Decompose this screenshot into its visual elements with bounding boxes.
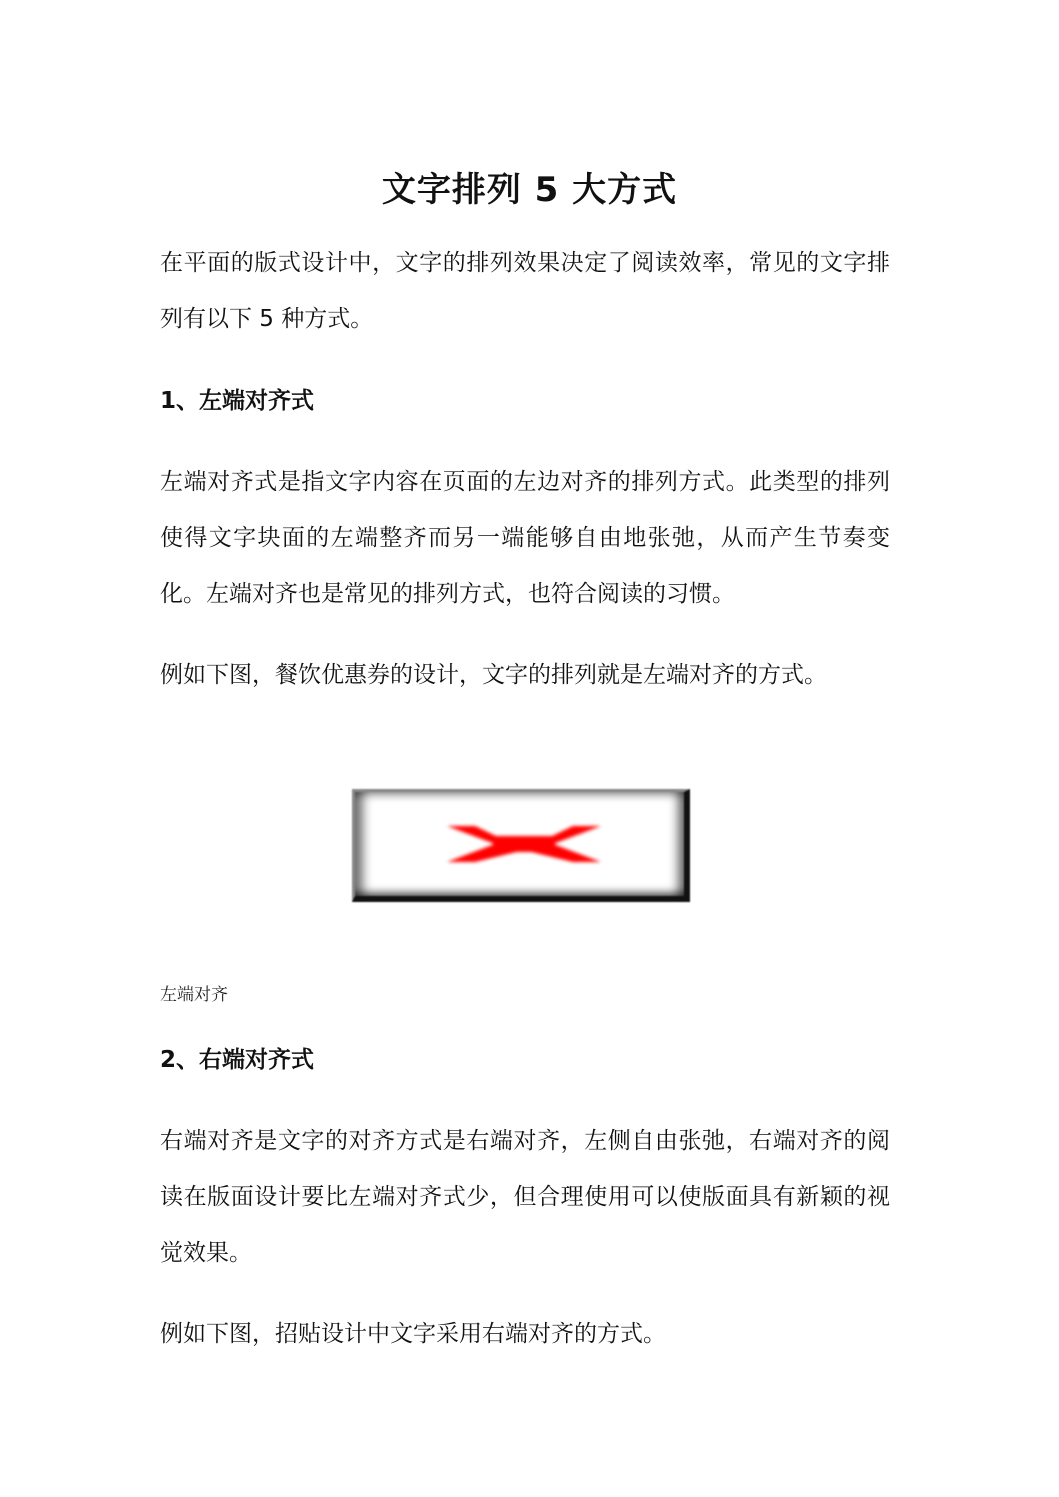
section-example-left-align: 例如下图，餐饮优惠券的设计，文字的排列就是左端对齐的方式。 [160,662,827,688]
section-body-right-align: 右端对齐是文字的对齐方式是右端对齐，左侧自由张弛，右端对齐的阅读在版面设计要比左端对齐式少，但合理使用可以使版面具有新颖的视觉效果。 [160,1128,890,1266]
page-title: 文字排列 5 大方式 [381,169,678,210]
broken-image-placeholder [352,789,690,902]
section-body-left-align: 左端对齐式是指文字内容在页面的左边对齐的排列方式。此类型的排列使得文字块面的左端整齐而另一端能够自由地张弛，从而产生节奏变化。左端对齐也是常见的排列方式，也符合阅读的习惯。 [160,469,890,607]
intro-paragraph: 在平面的版式设计中，文字的排列效果决定了阅读效率，常见的文字排列有以下 5 种方式。 [160,250,890,332]
image-caption: 左端对齐 [160,985,228,1005]
broken-image-red-x-icon [355,792,687,896]
section-example-right-align: 例如下图，招贴设计中文字采用右端对齐的方式。 [160,1321,666,1347]
section-heading-left-align: 1、左端对齐式 [160,388,315,414]
section-heading-right-align: 2、右端对齐式 [160,1047,315,1073]
